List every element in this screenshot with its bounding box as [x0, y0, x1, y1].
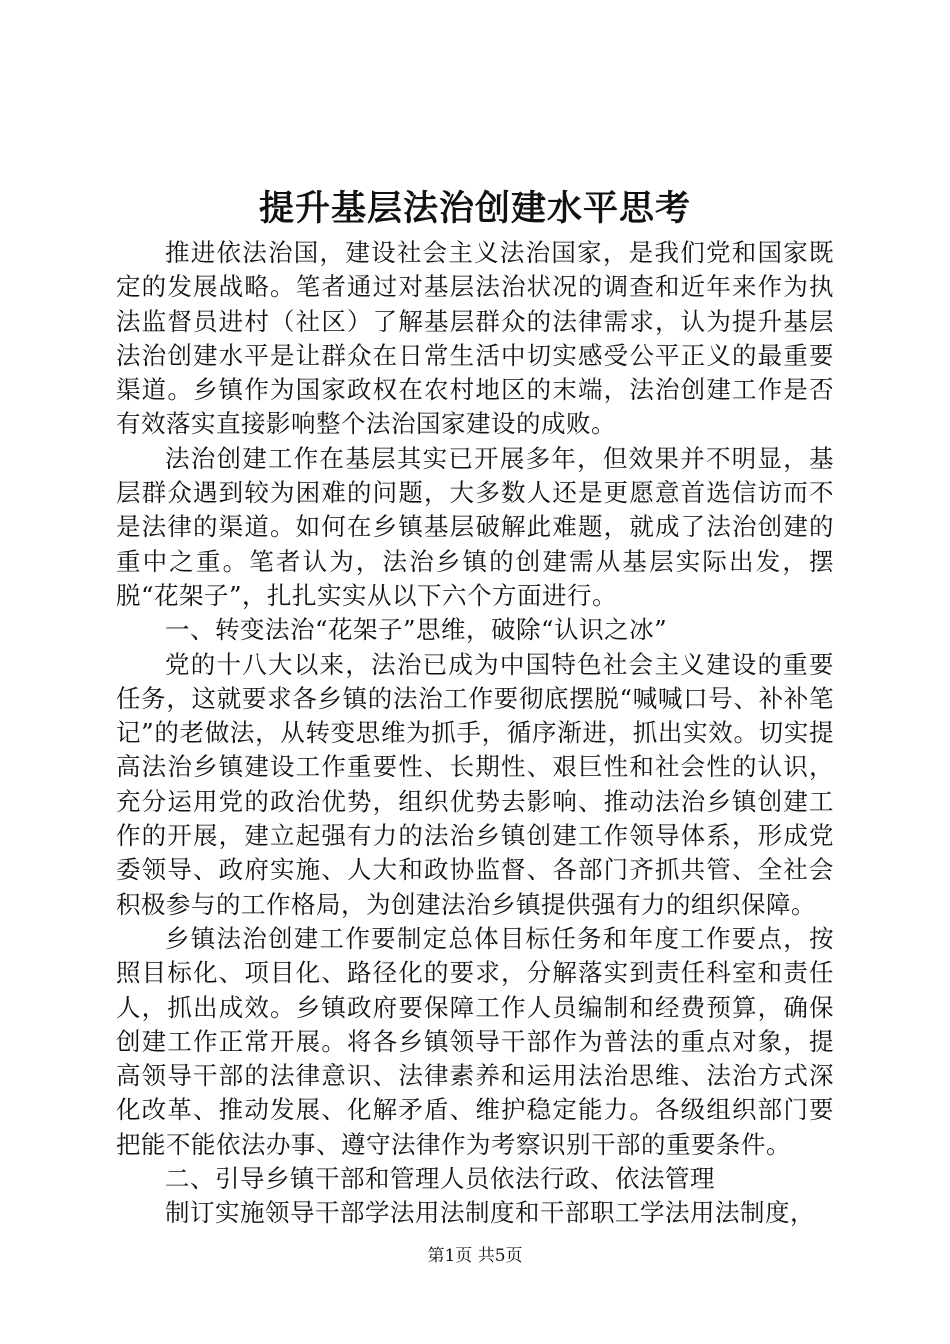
document-title: 提升基层法治创建水平思考 — [258, 188, 691, 229]
paragraph-section1-b: 乡镇法治创建工作要制定总体目标任务和年度工作要点，按照目标化、项目化、路径化的要求，分解落实到责任科室和责任人，抓出成效。乡镇政府要保障工作人员编制和经费预算，确保创建工作正常开展。将各乡镇领导干部作为普法的重点对象，提高领导干部的法律意识、法律素养和运用法治思维、法治方式深化改革、推动发展、化解矛盾、维护稳定能力。各级组织部门要把能不能依法办事、遵守法律作为考察识别干部的重要条件。 — [116, 923, 834, 1159]
section-heading-2: 二、引导乡镇干部和管理人员依法行政、依法管理 — [165, 1164, 715, 1194]
paragraph-intro: 推进依法治国，建设社会主义法治国家，是我们党和国家既定的发展战略。笔者通过对基层法治状况的调查和近年来作为执法监督员进村（社区）了解基层群众的法律需求，认为提升基层法治创建水平是让群众在日常生活中切实感受公平正义的最重要渠道。乡镇作为国家政权在农村地区的末端，法治创建工作是否有效落实直接影响整个法治国家建设的成败。 — [116, 238, 834, 439]
paragraph-section2-a: 制订实施领导干部学法用法制度和干部职工学法用法制度， — [165, 1198, 815, 1228]
page-number-footer: 第1页 共5页 — [427, 1246, 523, 1266]
paragraph-background: 法治创建工作在基层其实已开展多年，但效果并不明显，基层群众遇到较为困难的问题，大多数人还是更愿意首选信访而不是法律的渠道。如何在乡镇基层破解此难题，就成了法治创建的重中之重。笔者认为，法治乡镇的创建需从基层实际出发，摆脱“花架子”，扎扎实实从以下六个方面进行。 — [116, 443, 834, 610]
section-heading-1: 一、转变法治“花架子”思维，破除“认识之冰” — [165, 615, 668, 645]
paragraph-section1-a: 党的十八大以来，法治已成为中国特色社会主义建设的重要任务，这就要求各乡镇的法治工作要彻底摆脱“喊喊口号、补补笔记”的老做法，从转变思维为抓手，循序渐进，抓出实效。切实提高法治乡镇建设工作重要性、长期性、艰巨性和社会性的认识，充分运用党的政治优势，组织优势去影响、推动法治乡镇创建工作的开展，建立起强有力的法治乡镇创建工作领导体系，形成党委领导、政府实施、人大和政协监督、各部门齐抓共管、全社会积极参与的工作格局，为创建法治乡镇提供强有力的组织保障。 — [116, 649, 834, 919]
document-body — [116, 236, 834, 1231]
